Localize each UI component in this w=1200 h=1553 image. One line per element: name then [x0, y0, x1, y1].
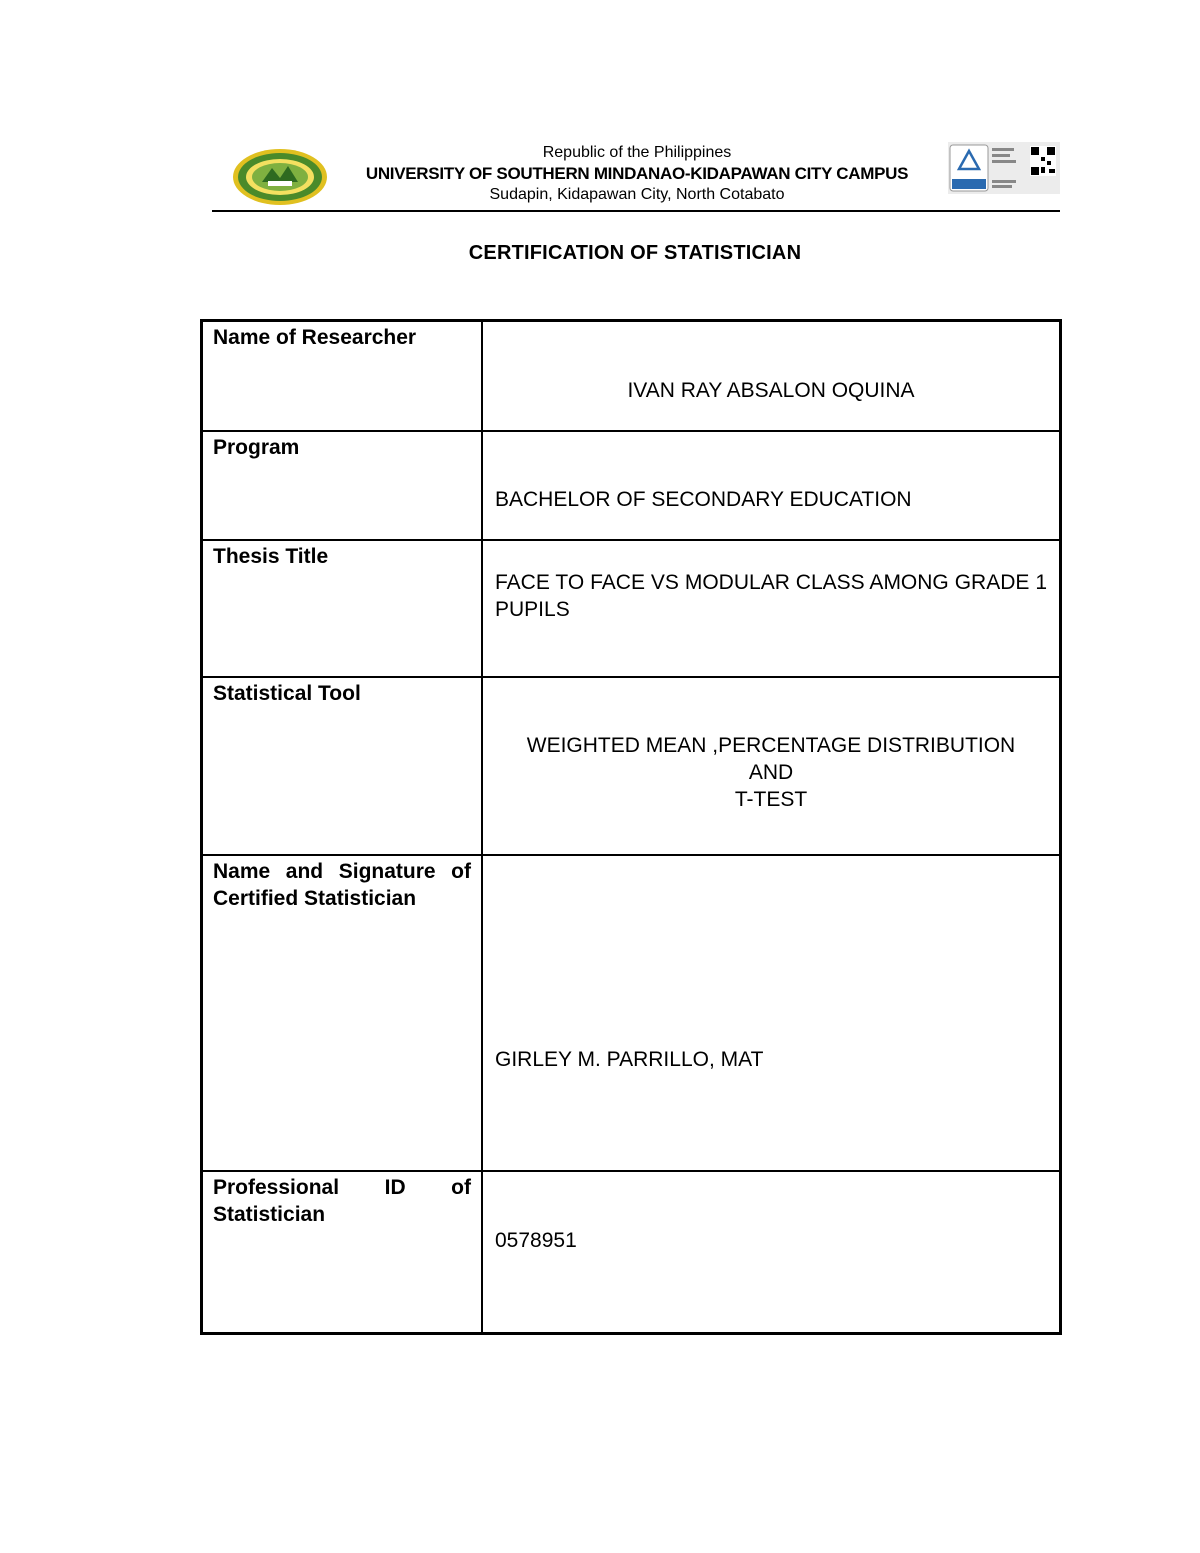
letterhead-text	[332, 142, 942, 205]
iso-certification-badge-icon	[948, 142, 1060, 194]
statistical-tool-line: T-TEST	[734, 787, 808, 811]
row-value	[482, 431, 1061, 540]
university-name: UNIVERSITY OF SOUTHERN MINDANAO-KIDAPAWAN CITY CAMPUS	[365, 164, 909, 183]
table-row	[202, 431, 1061, 540]
row-label: Professional ID of Statistician	[202, 1171, 483, 1334]
row-label: Name of Researcher	[202, 321, 483, 431]
row-label: Program	[202, 431, 483, 540]
letterhead	[212, 138, 1060, 212]
table-row	[202, 540, 1061, 677]
campus-address: Sudapin, Kidapawan City, North Cotabato	[489, 186, 785, 203]
row-value	[482, 855, 1061, 1171]
row-label: Thesis Title	[202, 540, 483, 677]
table-row	[202, 321, 1061, 431]
row-label: Name and Signature of Certified Statistician	[202, 855, 483, 1171]
table-row	[202, 1171, 1061, 1334]
statistical-tool-line: WEIGHTED MEAN ,PERCENTAGE DISTRIBUTION	[526, 733, 1016, 757]
researcher-name: IVAN RAY ABSALON OQUINA	[627, 379, 915, 402]
certification-table	[200, 319, 1062, 1335]
row-value	[482, 677, 1061, 855]
row-value	[482, 1171, 1061, 1334]
table-row	[202, 677, 1061, 855]
professional-id-value: 0578951	[495, 1228, 577, 1252]
university-seal-icon	[232, 148, 328, 206]
row-label: Statistical Tool	[202, 677, 483, 855]
statistician-name: GIRLEY M. PARRILLO, MAT	[495, 1047, 764, 1071]
row-value	[482, 540, 1061, 677]
statistical-tool-line: AND	[748, 760, 794, 784]
thesis-title-value: FACE TO FACE VS MODULAR CLASS AMONG GRADE 1 PUPILS	[495, 570, 1047, 621]
republic-line: Republic of the Philippines	[542, 144, 732, 161]
table-row	[202, 855, 1061, 1171]
document-title: CERTIFICATION OF STATISTICIAN	[468, 242, 802, 264]
row-value	[482, 321, 1061, 431]
program-value: BACHELOR OF SECONDARY EDUCATION	[495, 487, 912, 511]
